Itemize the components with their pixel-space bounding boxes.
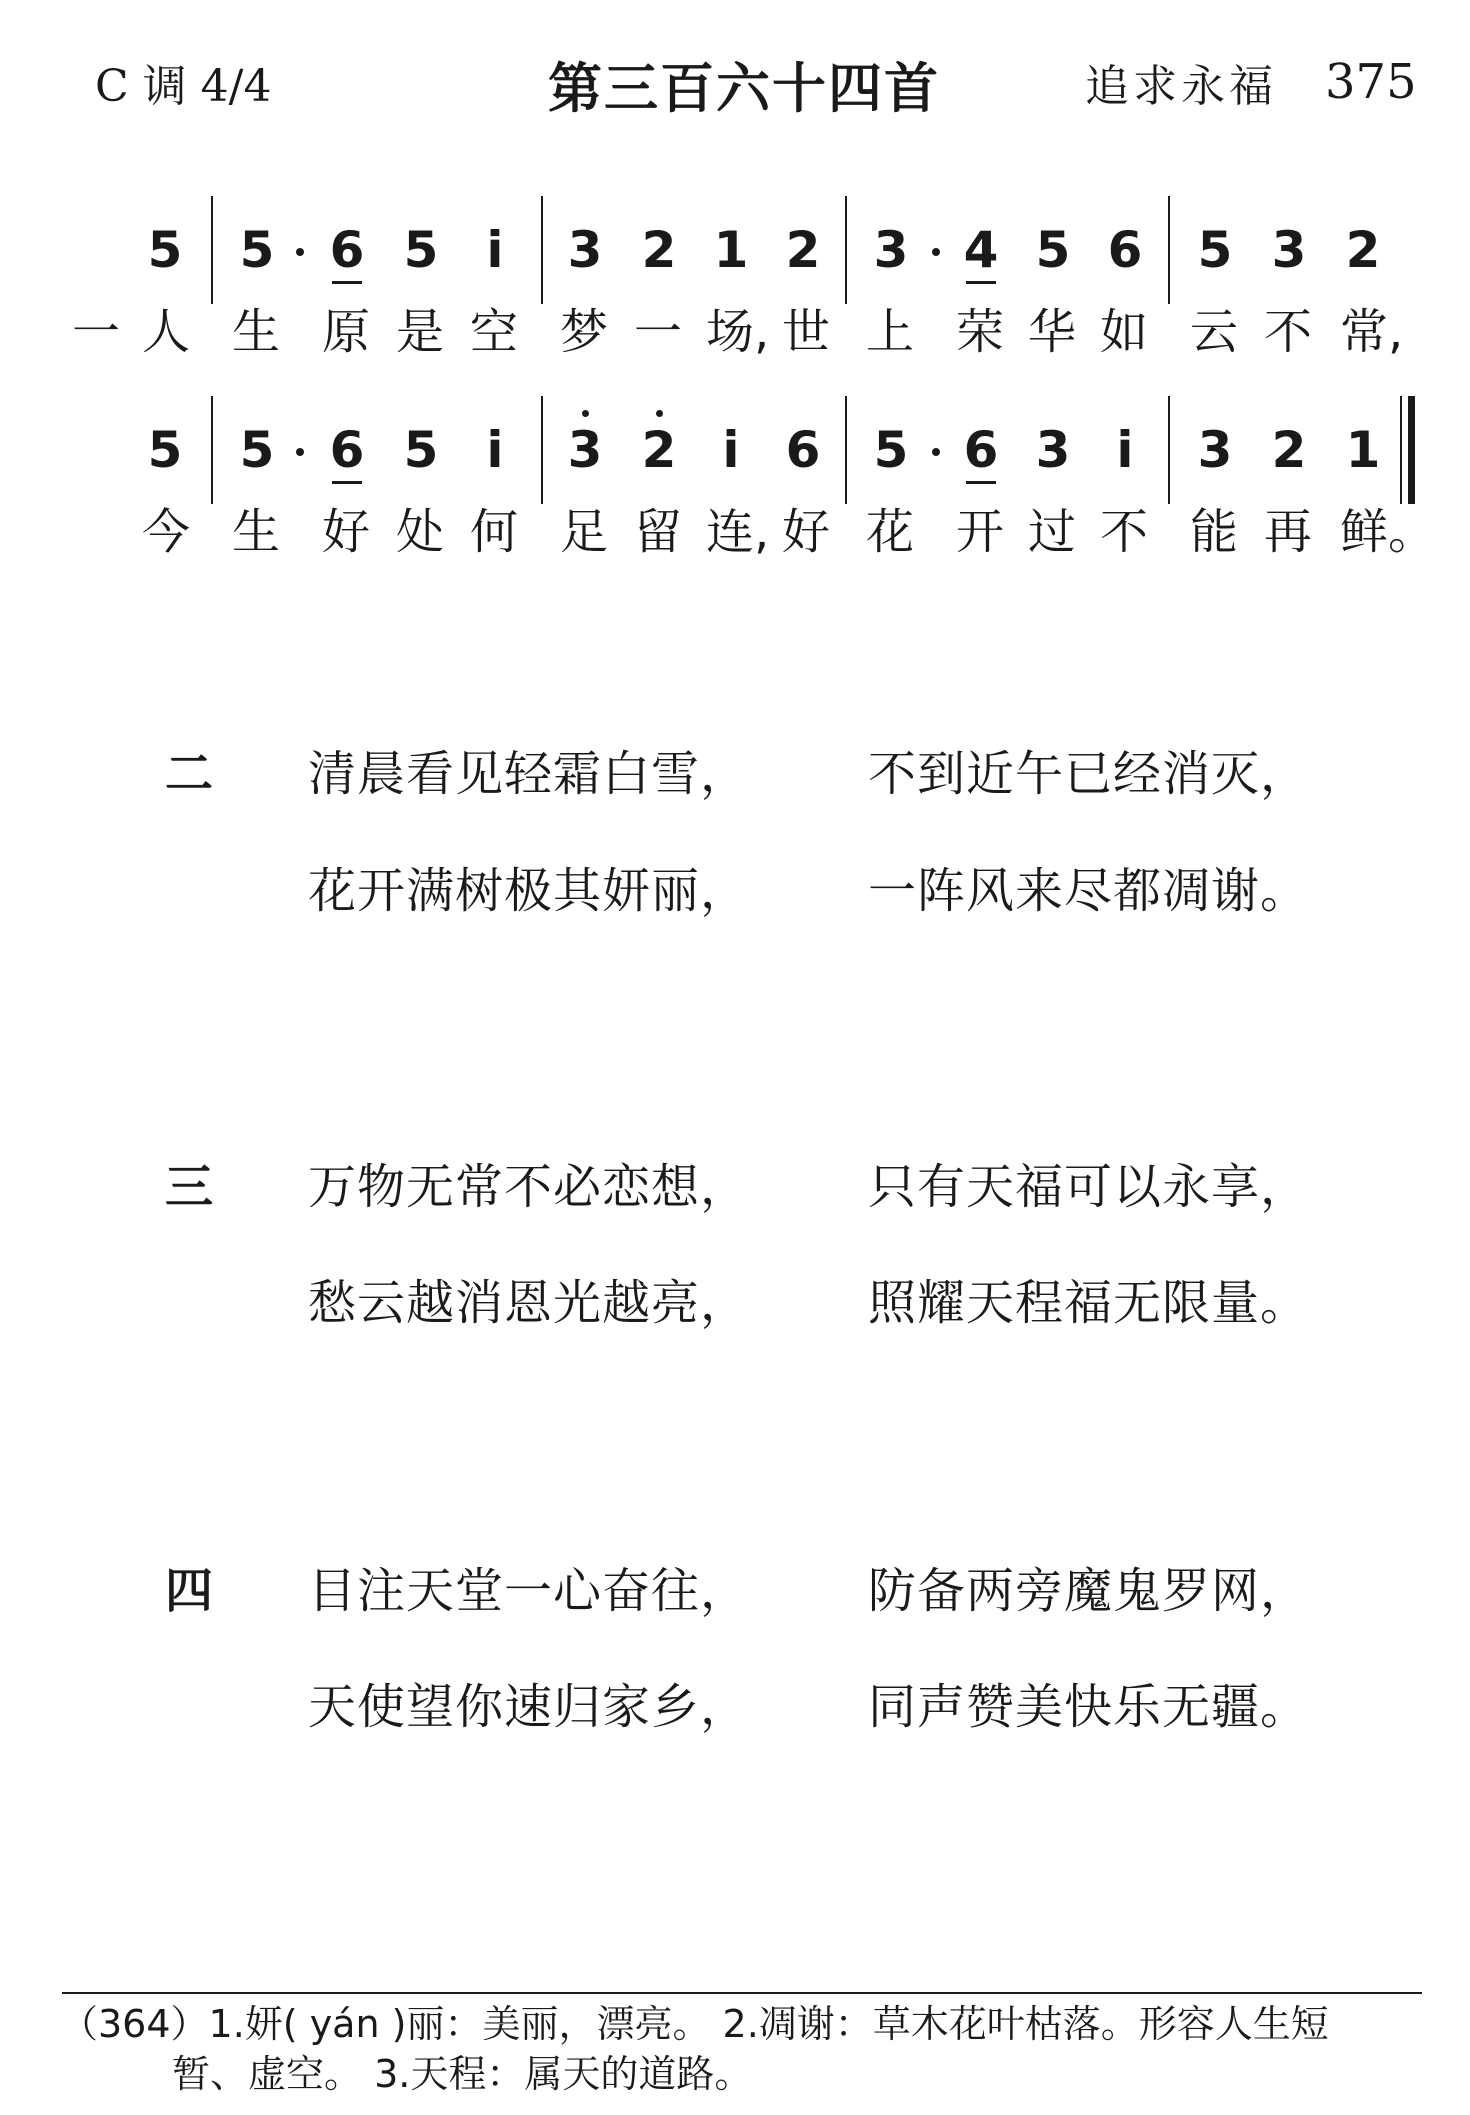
lyric: 能 (1189, 504, 1238, 560)
final-bar-thin (1400, 396, 1402, 504)
note: i (1116, 421, 1134, 479)
note: 6 (322, 222, 372, 278)
lyric: 如 (1099, 304, 1148, 360)
note: 5 (147, 221, 183, 279)
verse-number: 四 (165, 1563, 214, 1619)
note: 3 (567, 221, 603, 279)
verse-number: 二 (165, 746, 214, 802)
hymn-title: 第三百六十四首 (548, 57, 940, 120)
note: 5 (239, 221, 275, 279)
note: 5 (147, 421, 183, 479)
footnote-line-2: 暂、虚空。 3.天程：属天的道路。 (172, 2052, 753, 2096)
lyric: 场, (706, 304, 770, 360)
lyric: 云 (1189, 304, 1238, 360)
lyric: 花 (865, 504, 914, 560)
verse-line: 愁云越消恩光越亮， (308, 1275, 750, 1331)
lyric: 今 (141, 504, 190, 560)
note: 3 (1197, 421, 1233, 479)
footnote-line-1: （364）1.妍( yán )丽：美丽，漂亮。 2.凋谢：草木花叶枯落。形容人生短 (60, 2002, 1329, 2046)
verse-line: 天使望你速归家乡， (308, 1679, 750, 1735)
verse-line: 照耀天程福无限量。 (868, 1275, 1310, 1331)
note: i (486, 421, 504, 479)
lyric: 好 (321, 504, 370, 560)
note: i (486, 221, 504, 279)
dot-mark (932, 248, 940, 256)
verse-line: 一阵风来尽都凋谢。 (868, 863, 1310, 919)
lyric: 再 (1263, 504, 1312, 560)
note: 2 (641, 221, 677, 279)
lyric: 生 (231, 504, 280, 560)
lyric: 开 (955, 504, 1004, 560)
lyric: 足 (559, 504, 608, 560)
note: 6 (956, 422, 1006, 478)
note: 3 (1035, 421, 1071, 479)
lyric: 过 (1027, 504, 1076, 560)
lyric: 不 (1099, 504, 1148, 560)
lyric: 空 (469, 304, 518, 360)
verse-line: 万物无常不必恋想， (308, 1159, 750, 1215)
note: 1 (713, 221, 749, 279)
note: 3 (873, 221, 909, 279)
note: 6 (322, 422, 372, 478)
note: 5 (403, 221, 439, 279)
note: 5 (1197, 221, 1233, 279)
verse-line: 只有天福可以永享， (868, 1159, 1310, 1215)
verse-line: 清晨看见轻霜白雪， (308, 746, 750, 802)
verse-line: 不到近午已经消灭， (868, 746, 1310, 802)
lyric: 鲜。 (1340, 504, 1437, 560)
lyric: 是 (395, 304, 444, 360)
lyric: 常, (1340, 304, 1404, 360)
lyric: 留 (633, 504, 682, 560)
lyric: 不 (1263, 304, 1312, 360)
lyric: 荣 (955, 304, 1004, 360)
verse-number: 三 (165, 1159, 214, 1215)
lyric: 原 (321, 304, 370, 360)
lyric: 人 (141, 304, 190, 360)
lyric: 好 (781, 504, 830, 560)
hymn-name: 追求永福 (1085, 61, 1277, 112)
bar-line (845, 396, 847, 504)
note: 2 (634, 422, 684, 478)
bar-line (541, 196, 543, 304)
dot-mark (296, 448, 304, 456)
dot-mark (932, 448, 940, 456)
lyric: 一 (71, 304, 120, 360)
lyric: 何 (469, 504, 518, 560)
note: 2 (1345, 221, 1381, 279)
footnote-divider (62, 1992, 1422, 1994)
note: 2 (1271, 421, 1307, 479)
verse-line: 目注天堂一心奋往， (308, 1563, 750, 1619)
note: 1 (1345, 421, 1381, 479)
bar-line (845, 196, 847, 304)
note: 5 (403, 421, 439, 479)
note: 5 (873, 421, 909, 479)
bar-line (541, 396, 543, 504)
dot-mark (296, 248, 304, 256)
bar-line (1168, 196, 1170, 304)
bar-line (211, 396, 213, 504)
lyric: 生 (231, 304, 280, 360)
lyric: 一 (633, 304, 682, 360)
page-number: 375 (1325, 54, 1417, 110)
lyric: 华 (1027, 304, 1076, 360)
note: i (722, 421, 740, 479)
note: 2 (785, 221, 821, 279)
note: 5 (239, 421, 275, 479)
verse-line: 花开满树极其妍丽， (308, 863, 750, 919)
note: 6 (785, 421, 821, 479)
note: 6 (1107, 221, 1143, 279)
bar-line (1168, 396, 1170, 504)
note: 3 (1271, 221, 1307, 279)
note: 5 (1035, 221, 1071, 279)
lyric: 世 (781, 304, 830, 360)
bar-line (211, 196, 213, 304)
final-bar-thick (1408, 396, 1415, 504)
verse-line: 同声赞美快乐无疆。 (868, 1679, 1310, 1735)
verse-line: 防备两旁魔鬼罗网， (868, 1563, 1310, 1619)
note: 4 (956, 222, 1006, 278)
lyric: 连, (706, 504, 770, 560)
lyric: 梦 (559, 304, 608, 360)
lyric: 处 (395, 504, 444, 560)
lyric: 上 (865, 304, 914, 360)
key-signature: C 调 4/4 (95, 61, 272, 112)
note: 3 (560, 422, 610, 478)
